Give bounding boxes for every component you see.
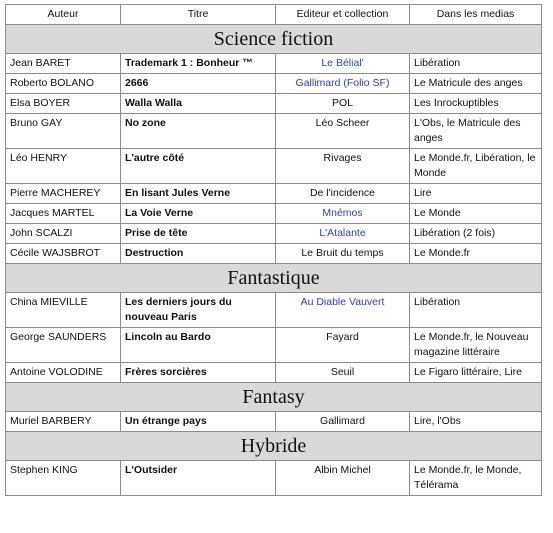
table-row bbox=[6, 204, 542, 224]
cell-medias: Le Monde.fr, le Monde, Télérama bbox=[410, 461, 542, 496]
cell-editeur[interactable]: Gallimard (Folio SF) bbox=[276, 74, 410, 94]
cell-auteur: Antoine VOLODINE bbox=[6, 363, 121, 383]
cell-medias: Le Matricule des anges bbox=[410, 74, 542, 94]
cell-titre: Destruction bbox=[121, 244, 276, 264]
cell-auteur: Jacques MARTEL bbox=[6, 204, 121, 224]
cell-titre: Lincoln au Bardo bbox=[121, 328, 276, 363]
cell-medias: Libération bbox=[410, 54, 542, 74]
cell-auteur: Léo HENRY bbox=[6, 149, 121, 184]
cell-medias: Le Monde bbox=[410, 204, 542, 224]
cell-medias: Le Figaro littéraire, Lire bbox=[410, 363, 542, 383]
header-row bbox=[6, 5, 542, 25]
cell-auteur: Cécile WAJSBROT bbox=[6, 244, 121, 264]
cell-medias: Lire bbox=[410, 184, 542, 204]
table-row bbox=[6, 293, 542, 328]
cell-auteur: Bruno GAY bbox=[6, 114, 121, 149]
cell-medias: Le Monde.fr, Libération, le Monde bbox=[410, 149, 542, 184]
cell-medias: Le Monde.fr, le Nouveau magazine littéraire bbox=[410, 328, 542, 363]
cell-editeur: Léo Scheer bbox=[276, 114, 410, 149]
table-row bbox=[6, 244, 542, 264]
cell-titre: Un étrange pays bbox=[121, 412, 276, 432]
cell-medias: Les Inrockuptibles bbox=[410, 94, 542, 114]
section-row bbox=[6, 25, 542, 54]
cell-editeur: Rivages bbox=[276, 149, 410, 184]
cell-medias: L'Obs, le Matricule des anges bbox=[410, 114, 542, 149]
table-row bbox=[6, 461, 542, 496]
cell-editeur[interactable]: Mnémos bbox=[276, 204, 410, 224]
cell-titre: En lisant Jules Verne bbox=[121, 184, 276, 204]
table-row bbox=[6, 94, 542, 114]
cell-titre: 2666 bbox=[121, 74, 276, 94]
cell-editeur: Albin Michel bbox=[276, 461, 410, 496]
cell-auteur: Roberto BOLANO bbox=[6, 74, 121, 94]
cell-editeur: Seuil bbox=[276, 363, 410, 383]
cell-titre: Frères sorcières bbox=[121, 363, 276, 383]
cell-auteur: Stephen KING bbox=[6, 461, 121, 496]
header-auteur: Auteur bbox=[6, 5, 121, 25]
cell-titre: Prise de tête bbox=[121, 224, 276, 244]
media-table-container bbox=[5, 4, 541, 496]
table-row bbox=[6, 363, 542, 383]
section-title: Fantasy bbox=[6, 383, 542, 412]
cell-editeur[interactable]: L'Atalante bbox=[276, 224, 410, 244]
cell-titre: L'autre côté bbox=[121, 149, 276, 184]
table-row bbox=[6, 184, 542, 204]
table-row bbox=[6, 149, 542, 184]
cell-titre: Les derniers jours du nouveau Paris bbox=[121, 293, 276, 328]
table-row bbox=[6, 54, 542, 74]
cell-auteur: China MIEVILLE bbox=[6, 293, 121, 328]
table-row bbox=[6, 328, 542, 363]
cell-auteur: Muriel BARBERY bbox=[6, 412, 121, 432]
table-row bbox=[6, 412, 542, 432]
cell-titre: Walla Walla bbox=[121, 94, 276, 114]
section-title: Hybride bbox=[6, 432, 542, 461]
section-row bbox=[6, 264, 542, 293]
cell-titre: L'Outsider bbox=[121, 461, 276, 496]
cell-editeur: Gallimard bbox=[276, 412, 410, 432]
cell-auteur: John SCALZI bbox=[6, 224, 121, 244]
cell-medias: Le Monde.fr bbox=[410, 244, 542, 264]
cell-titre: Trademark 1 : Bonheur ™ bbox=[121, 54, 276, 74]
media-table bbox=[5, 4, 542, 496]
cell-titre: La Voie Verne bbox=[121, 204, 276, 224]
cell-auteur: Pierre MACHEREY bbox=[6, 184, 121, 204]
cell-auteur: Jean BARET bbox=[6, 54, 121, 74]
cell-editeur: Le Bruit du temps bbox=[276, 244, 410, 264]
cell-medias: Lire, l'Obs bbox=[410, 412, 542, 432]
header-titre: Titre bbox=[121, 5, 276, 25]
cell-auteur: Elsa BOYER bbox=[6, 94, 121, 114]
table-body bbox=[6, 25, 542, 496]
table-row bbox=[6, 224, 542, 244]
header-editeur: Editeur et collection bbox=[276, 5, 410, 25]
table-row bbox=[6, 114, 542, 149]
cell-medias: Libération (2 fois) bbox=[410, 224, 542, 244]
cell-auteur: George SAUNDERS bbox=[6, 328, 121, 363]
cell-medias: Libération bbox=[410, 293, 542, 328]
cell-editeur[interactable]: Le Bélial' bbox=[276, 54, 410, 74]
section-title: Science fiction bbox=[6, 25, 542, 54]
cell-editeur[interactable]: Au Diable Vauvert bbox=[276, 293, 410, 328]
section-row bbox=[6, 432, 542, 461]
section-row bbox=[6, 383, 542, 412]
cell-editeur: Fayard bbox=[276, 328, 410, 363]
cell-titre: No zone bbox=[121, 114, 276, 149]
table-row bbox=[6, 74, 542, 94]
header-medias: Dans les medias bbox=[410, 5, 542, 25]
cell-editeur: POL bbox=[276, 94, 410, 114]
cell-editeur: De l'incidence bbox=[276, 184, 410, 204]
section-title: Fantastique bbox=[6, 264, 542, 293]
